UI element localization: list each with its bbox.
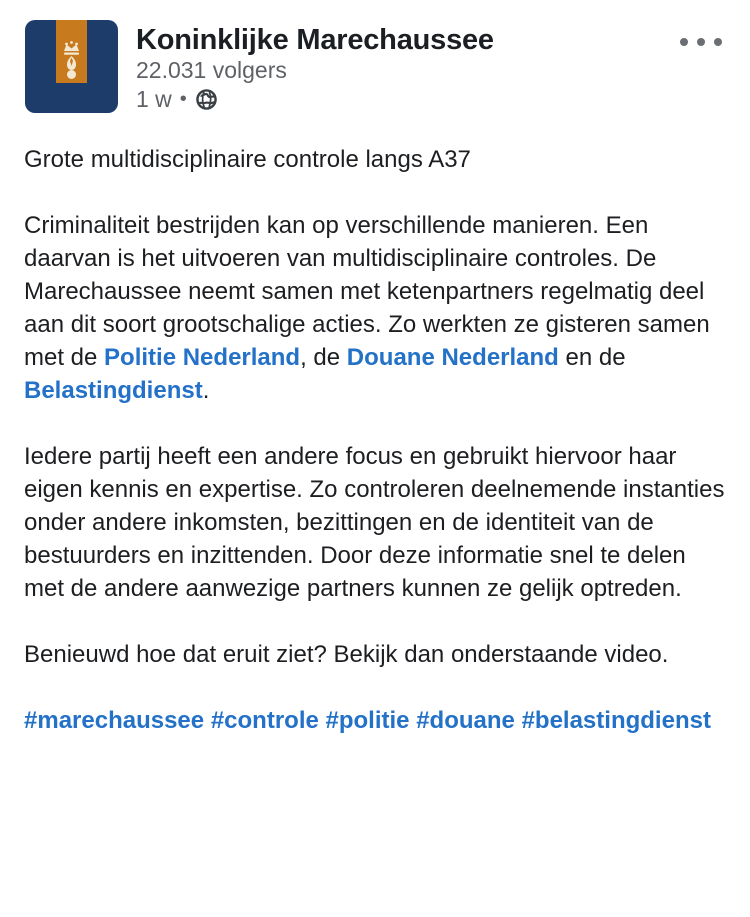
company-logo[interactable]	[25, 20, 118, 113]
overflow-menu-button[interactable]	[674, 32, 728, 52]
hashtag-link[interactable]: #controle	[210, 707, 319, 734]
post-text-run	[319, 707, 326, 734]
post-header	[0, 0, 750, 113]
post-paragraph	[24, 440, 726, 605]
follower-count: 22.031 volgers	[136, 57, 287, 83]
post-text-run: Criminaliteit bestrijden kan op verschillende manieren. Een daarvan is het uitvoeren van multidisciplinaire controles. De Marechaussee neemt samen met ketenpartners regelmatig deel aan dit soort grootschalige acties. Zo werkten ze gisteren samen met de	[24, 212, 710, 371]
header-text	[136, 20, 494, 113]
ellipsis-icon	[680, 38, 688, 46]
hashtag-link[interactable]: #politie	[325, 707, 410, 734]
post-text-run: Grote multidisciplinaire controle langs A37	[24, 146, 471, 173]
post-paragraph	[24, 209, 726, 407]
ellipsis-icon	[714, 38, 722, 46]
globe-icon	[195, 88, 218, 111]
post-text	[0, 143, 750, 737]
post-text-run: , de	[300, 344, 347, 371]
org-name[interactable]: Koninklijke Marechaussee	[136, 24, 494, 56]
post-text-run: .	[202, 377, 210, 404]
post-text-run: Benieuwd hoe dat eruit ziet? Bekijk dan onderstaande video.	[24, 641, 669, 668]
post-text-run: Iedere partij heeft een andere focus en gebruikt hiervoor haar eigen kennis en expertise. Zo controleren deelnemende instanties onder andere inkomsten, bezittingen en de identiteit van de bestuurders en inzittenden. Door deze informatie snel te delen met de andere aanwezige partners kunnen ze gelijk optreden.	[24, 443, 725, 602]
post-paragraph	[24, 143, 726, 176]
ellipsis-icon	[697, 38, 705, 46]
entity-link[interactable]: Belastingdienst	[24, 377, 203, 404]
post-age: 1 w	[136, 86, 172, 112]
hashtag-link[interactable]: #belastingdienst	[521, 707, 711, 734]
entity-link[interactable]: Douane Nederland	[346, 344, 559, 371]
marechaussee-logo-icon	[25, 20, 118, 113]
post-paragraph	[24, 704, 726, 737]
post-text-run: en de	[558, 344, 626, 371]
post-meta	[136, 86, 494, 113]
entity-link[interactable]: Politie Nederland	[104, 344, 301, 371]
post-text-run	[204, 707, 211, 734]
hashtag-link[interactable]: #douane	[416, 707, 515, 734]
post-paragraph	[24, 638, 726, 671]
hashtag-link[interactable]: #marechaussee	[24, 707, 205, 734]
meta-separator: •	[179, 88, 187, 110]
post-text-run	[515, 707, 522, 734]
